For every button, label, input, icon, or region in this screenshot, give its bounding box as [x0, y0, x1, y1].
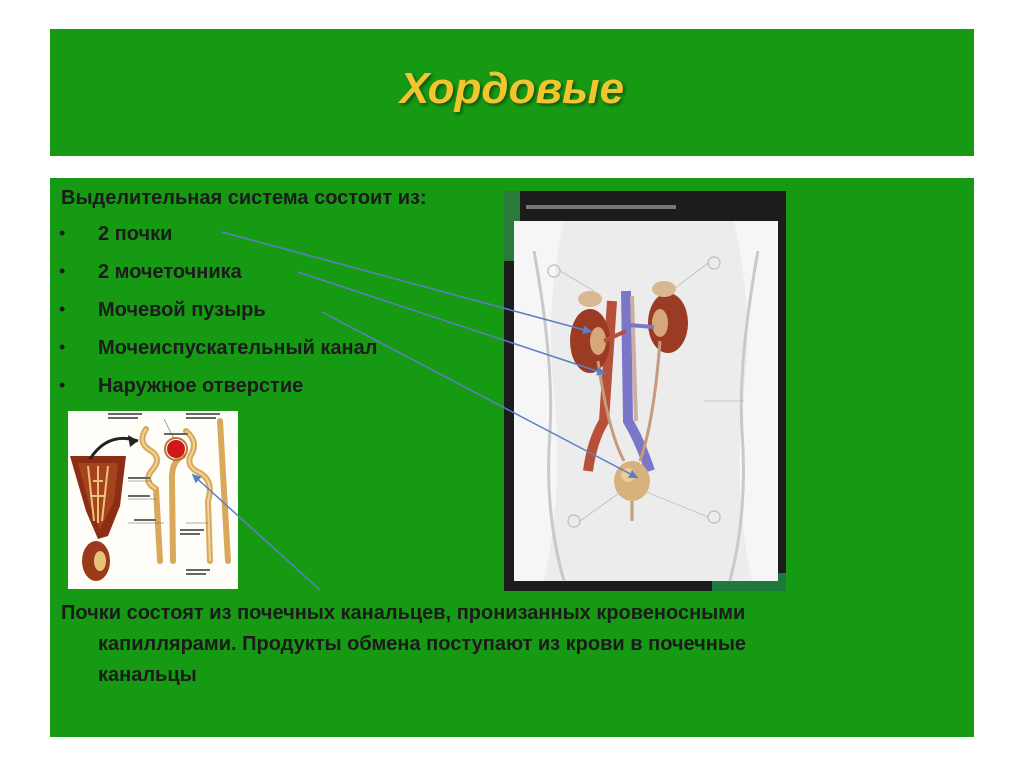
list-item [59, 261, 377, 299]
list-item [59, 223, 377, 261]
bullet-icon: • [59, 337, 66, 357]
paragraph-line-3: канальцы [98, 664, 197, 686]
bullet-icon: • [59, 223, 66, 243]
bullet-list [59, 223, 377, 413]
list-item [59, 337, 377, 375]
nephron-diagram-illustration [68, 411, 238, 589]
excretory-system-image [504, 191, 786, 591]
list-item-label: 2 почки [98, 223, 173, 245]
paragraph-line-1: Почки состоят из почечных канальцев, пронизанных кровеносными [61, 602, 746, 624]
bullet-icon: • [59, 261, 66, 281]
list-item-label: 2 мочеточника [98, 261, 242, 283]
slide-title: Хордовые [399, 63, 625, 113]
bullet-icon: • [59, 299, 66, 319]
content-panel [50, 178, 974, 737]
list-item [59, 375, 377, 413]
bullet-icon: • [59, 375, 66, 395]
description-paragraph [61, 598, 941, 691]
excretory-system-illustration [504, 191, 786, 591]
list-item-label: Мочевой пузырь [98, 299, 266, 321]
list-item-label: Мочеиспускательный канал [98, 337, 378, 359]
list-item-label: Наружное отверстие [98, 375, 304, 397]
paragraph-line-2: капиллярами. Продукты обмена поступают из крови в почечные [98, 633, 747, 655]
nephron-diagram-image [68, 411, 238, 589]
list-item [59, 299, 377, 337]
intro-text: Выделительная система состоит из: [61, 187, 427, 209]
title-panel [50, 29, 974, 156]
